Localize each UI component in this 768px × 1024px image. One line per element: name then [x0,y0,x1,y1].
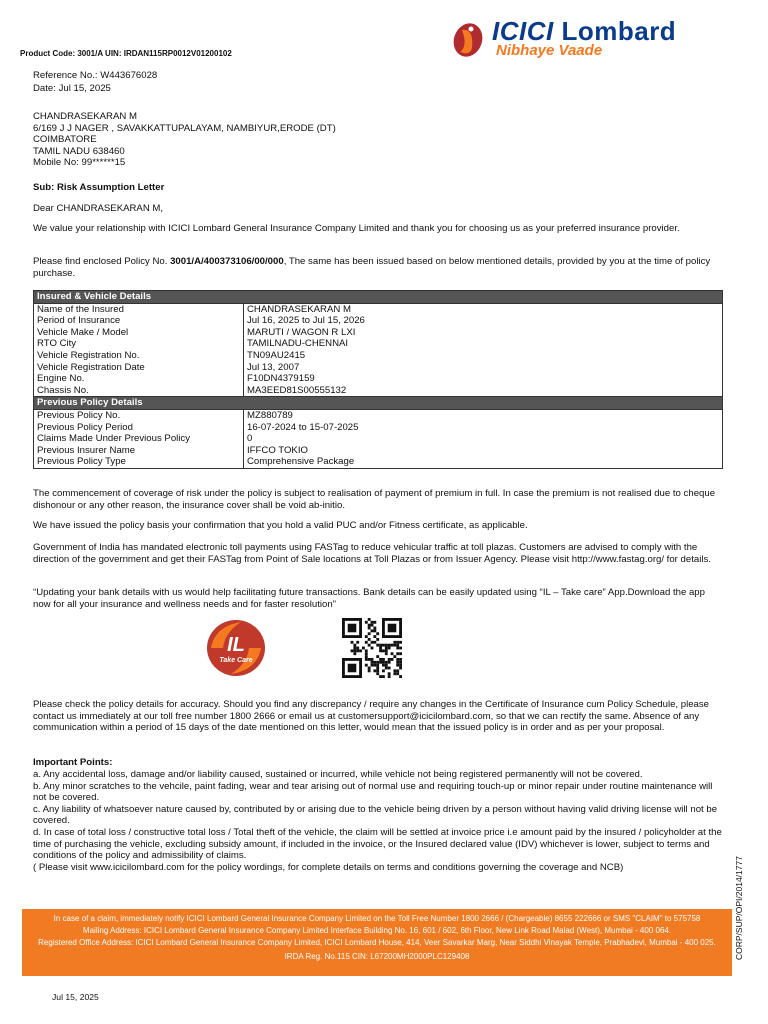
policy-number: 3001/A/400373106/00/000 [170,256,284,267]
logo-mark-icon [452,20,484,58]
field-label: Previous Policy No. [34,409,244,421]
important-heading: Important Points: [33,757,113,768]
table-row [34,433,723,445]
logo-brand-text: ICICI [492,16,554,46]
logo-tagline: Nibhaye Vaade [496,42,603,59]
field-label: Name of the Insured [34,303,244,315]
table-row [34,385,723,397]
list-item: b. Any minor scratches to the vehcile, paint fading, wear and tear arising out of normal use and requiring touch-up or minor repair under routine maintenance will not be covered. [33,780,713,804]
field-value: Comprehensive Package [244,456,723,468]
table-row [34,350,723,362]
table-row [34,315,723,327]
table-heading: Insured & Vehicle Details [34,291,723,304]
table-row [34,456,723,468]
address-line: TAMIL NADU 638460 [33,145,125,157]
field-label: Engine No. [34,373,244,385]
footer-irda-cin: IRDA Reg. No.115 CIN: L67200MH2000PLC129408 [284,952,470,961]
field-value: MARUTI / WAGON R LXI [244,327,723,339]
enclosed-paragraph [33,256,723,279]
table-row [34,362,723,374]
field-value: 0 [244,433,723,445]
important-points [33,769,723,873]
enclosed-pre: Please find enclosed Policy No. [33,256,171,267]
bank-details-paragraph: “Updating your bank details with us would help facilitating future transactions. Bank details can be easily updated using “IL – Take care” App.Download the app now for all your insurance and wellness needs and for faster resolution” [33,587,705,610]
il-take-care-app-icon[interactable] [205,618,267,678]
table-row [34,327,723,339]
list-item: c. Any liability of whatsoever nature caused by, contributed by or arising due to the vehicle being driven by a person without having valid driving license will not be covered. [33,803,718,827]
icici-lombard-logo [452,14,732,62]
address-line: 6/169 J J NAGER , SAVAKKATTUPALAYAM, NAMBIYUR,ERODE (DT) [33,122,336,134]
policy-details-table [33,290,723,469]
table-row [34,409,723,421]
enclosed-post: , The same has been issued based on below mentioned details, provided by you at the time of policy purchase. [33,256,711,279]
discrepancy-paragraph: Please check the policy details for accuracy. Should you find any discrepancy / require any changes in the Certificate of Insurance cum Policy Schedule, please contact us immediately at our toll free number 1800 2666 or email us at customersupport@icicilombard.com, so that we can rectify the same. Absence of any communication within a period of 15 days of the date mentioned on this letter, would mean that the issued policy is in order and as per your proposal. [33,699,710,734]
previous-policy-header [34,397,723,410]
field-label: Vehicle Make / Model [34,327,244,339]
logo-brand-text-2: Lombard [561,16,677,46]
field-label: Chassis No. [34,385,244,397]
side-reference-code: CORP/SUP/OPI/2014/1777 [734,856,744,960]
product-code: Product Code: 3001/A UIN: IRDAN115RP0012V01200102 [20,49,232,58]
table-row [34,338,723,350]
field-label: Vehicle Registration No. [34,350,244,362]
field-value: TN09AU2415 [244,350,723,362]
field-value: F10DN4379159 [244,373,723,385]
field-value: Jul 16, 2025 to Jul 15, 2026 [244,315,723,327]
footer-claim-line: In case of a claim, immediately notify ICICI Lombard General Insurance Company Limited on the Toll Free Number 1800 2666 / (Chargeable) 8655 222666 or SMS "CLAIM" to 575758 [53,914,701,923]
field-label: Previous Policy Period [34,422,244,434]
list-item: d. In case of total loss / constructive total loss / Total theft of the vehicle, the claim will be settled at invoice price i.e amount paid by the insured / policyholder at the time of purchasing the vehicle, excluding subsidy amount, if included in the invoice, or the Insured declared value (IDV) whichever is lower, subject to terms and conditions of the policy and admissibility of claims. [33,826,722,862]
field-value: MA3EED81S00555132 [244,385,723,397]
list-item: ( Please visit www.icicilombard.com for the policy wordings, for complete details on terms and conditions governing the coverage and NCB) [33,861,624,873]
reference-no: Reference No.: W443676028 [33,70,158,81]
print-date: Jul 15, 2025 [52,992,99,1002]
qr-code-icon[interactable] [335,618,409,678]
app-icon-subtext: Take Care [219,657,253,664]
field-value: 16-07-2024 to 15-07-2025 [244,422,723,434]
fastag-paragraph: Government of India has mandated electronic toll payments using FASTag to reduce vehicular traffic at toll plazas. Customers are advised to comply with the direction of the government and get their FASTag from Point of Sale locations at Toll Plazas or from Issuer Agency. Please visit http://www.fastag.org/ for details. [33,542,711,565]
field-label: Claims Made Under Previous Policy [34,433,244,445]
coverage-paragraph: The commencement of coverage of risk under the policy is subject to realisation of payment of premium in full. In case the premium is not realised due to cheque dishonour or any other reason, the insurance cover shall be void ab-initio. [33,488,716,511]
field-value: Jul 13, 2007 [244,362,723,374]
list-item: a. Any accidental loss, damage and/or liability caused, sustained or incurred, while vehicle not being registered permanently will not be covered. [33,769,643,780]
address-line: COIMBATORE [33,134,97,146]
field-value: MZ880789 [244,409,723,421]
address-line: CHANDRASEKARAN M [33,111,137,122]
field-value: TAMILNADU-CHENNAI [244,338,723,350]
puc-paragraph: We have issued the policy basis your confirmation that you hold a valid PUC and/or Fitness certificate, as applicable. [33,520,528,531]
field-label: Period of Insurance [34,315,244,327]
footer-banner [22,909,732,976]
table-heading: Previous Policy Details [34,397,723,410]
field-label: Vehicle Registration Date [34,362,244,374]
field-value: CHANDRASEKARAN M [244,303,723,315]
table-row [34,445,723,457]
vehicle-details-header [34,291,723,304]
field-value: IFFCO TOKIO [244,445,723,457]
field-label: Previous Policy Type [34,456,244,468]
footer-registered-address: Registered Office Address: ICICI Lombard General Insurance Company Limited, ICICI Lombard House, 414, Veer Savarkar Marg, Near Siddhi Vinayak Temple, Prabhadevi, Mumbai - 400 025. [38,938,716,947]
footer-mailing-address: Mailing Address: ICICI Lombard General Insurance Company Limited Interface Building No. 16, 601 / 602, 6th Floor, New Link Road Malad (West), Mumbai - 400 064. [82,926,672,935]
table-row [34,422,723,434]
intro-paragraph: We value your relationship with ICICI Lombard General Insurance Company Limited and thank you for choosing us as your preferred insurance provider. [33,223,680,234]
field-label: Previous Insurer Name [34,445,244,457]
salutation: Dear CHANDRASEKARAN M, [33,203,164,214]
app-promo [205,618,409,683]
subject-line: Sub: Risk Assumption Letter [33,182,165,193]
address-block [33,111,723,169]
letter-date: Date: Jul 15, 2025 [33,83,111,94]
table-row [34,303,723,315]
address-line: Mobile No: 99******15 [33,157,126,169]
field-label: RTO City [34,338,244,350]
app-icon-text: IL [227,634,245,656]
table-row [34,373,723,385]
